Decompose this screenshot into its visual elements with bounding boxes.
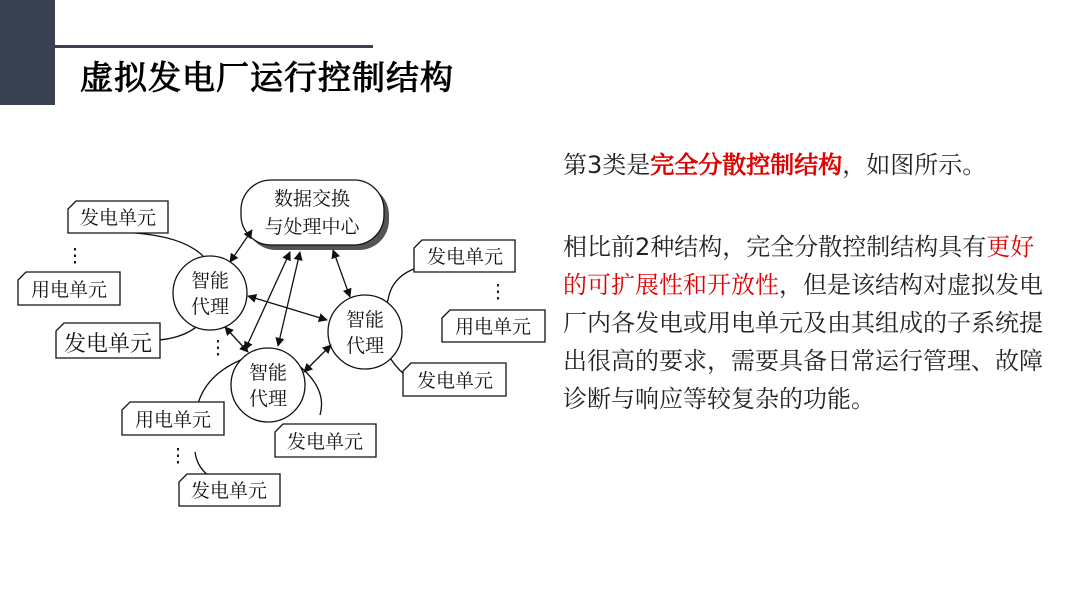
control-structure-diagram — [0, 160, 560, 520]
agent-left-line1: 智能 — [190, 270, 230, 292]
intro-paragraph — [563, 146, 1063, 184]
center-label-line1: 数据交换 — [273, 188, 351, 210]
intro-highlight: 完全分散控制结构 — [650, 151, 843, 179]
corner-accent-block — [0, 0, 55, 105]
unit-label-left-mid: 用电单元 — [30, 279, 108, 301]
arrow-center-agent-right — [333, 250, 350, 297]
intro-suffix: ，如图所示。 — [842, 151, 987, 179]
agent-bottom — [231, 348, 305, 422]
detail-suffix: ，但是该结构对虚拟发电厂内各发电或用电单元及由其组成的子系统提出很高的要求，需要具备日常运行管理、故障诊断与响应等较复杂的功能。 — [563, 271, 1043, 413]
detail-highlight: 更好的可扩展性和开放性 — [563, 233, 1035, 299]
agent-left-line2: 代理 — [190, 296, 230, 318]
unit-label-bottom-topleft: 用电单元 — [134, 409, 212, 431]
agent-right-line1: 智能 — [345, 309, 385, 331]
unit-label-bottom-bot: 发电单元 — [190, 480, 268, 502]
agent-left — [173, 256, 247, 330]
agent-bottom-line2: 代理 — [248, 388, 288, 410]
intro-prefix: 第3类是 — [563, 151, 651, 179]
ellipsis-right: ⋮ — [488, 281, 508, 303]
agent-right-line2: 代理 — [345, 335, 385, 357]
center-label-line2: 与处理中心 — [264, 216, 360, 238]
ellipsis-left: ⋮ — [65, 245, 85, 267]
arrow-center-agent-left — [230, 230, 252, 262]
agent-right — [328, 295, 402, 369]
unit-label-left-bot: 发电单元 — [63, 332, 153, 357]
unit-label-right-top: 发电单元 — [426, 246, 504, 268]
ellipsis-bottom: ⋮ — [168, 445, 188, 467]
ellipsis-center: ⋮ — [208, 337, 228, 359]
arrow-agent-right-agent-bottom — [304, 345, 331, 372]
unit-label-right-bot: 发电单元 — [416, 370, 494, 392]
data-exchange-center — [241, 180, 389, 250]
detail-prefix: 相比前2种结构，完全分散控制结构具有 — [563, 233, 987, 261]
agent-bottom-line1: 智能 — [248, 362, 288, 384]
unit-label-left-top: 发电单元 — [79, 207, 157, 229]
title-rule — [55, 45, 373, 48]
detail-paragraph — [563, 228, 1053, 418]
unit-label-bottom-right: 发电单元 — [286, 431, 364, 453]
arrow-center-agent-bottom-a — [278, 252, 300, 346]
arrow-center-agent-bottom-b — [245, 252, 290, 350]
slide-title: 虚拟发电厂运行控制结构 — [80, 58, 454, 97]
arrow-agent-left-agent-bottom — [225, 327, 248, 352]
unit-label-right-mid: 用电单元 — [454, 316, 532, 338]
